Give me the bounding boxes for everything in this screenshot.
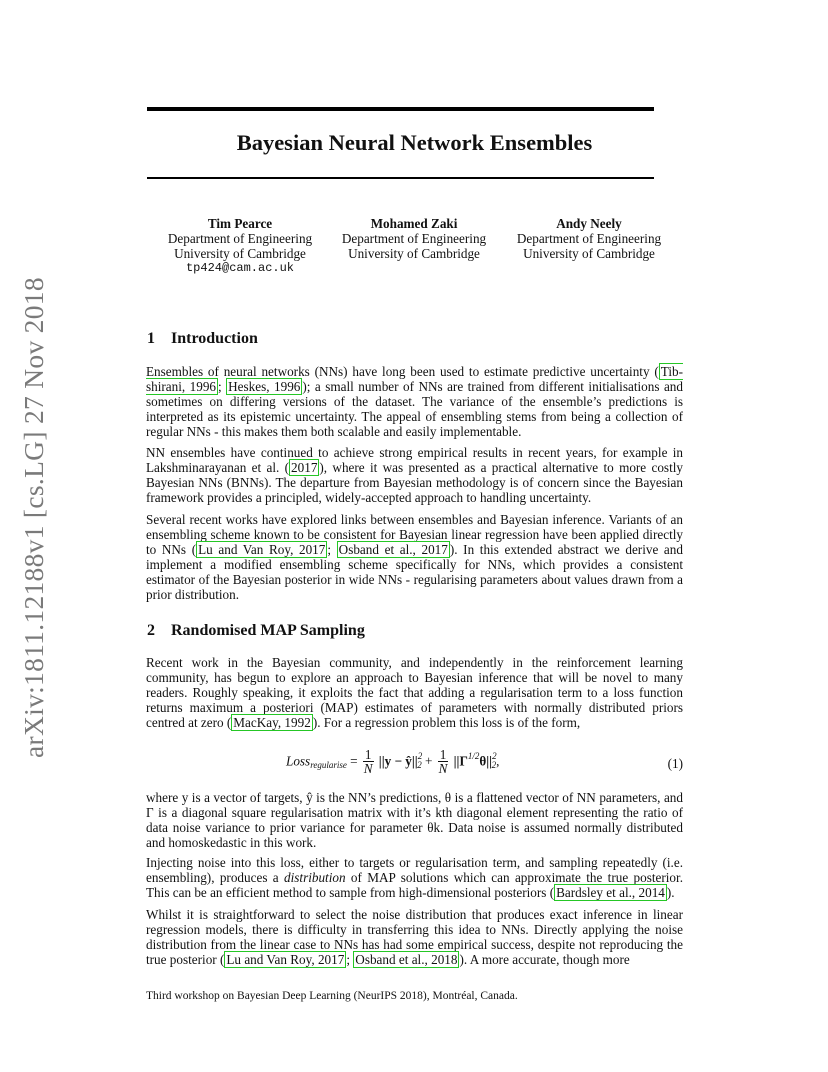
author-name: Tim Pearce: [207, 216, 273, 231]
text-run: NN ensembles have continued to achieve strong empirical results in recent years, for example in Lakshminarayanan et al. (: [146, 445, 683, 476]
text-run: Several recent works have explored links between ensembles and Bayesian inference. Variants of an ensembling scheme known to be consistent for Bayesian linear regression have been applied directly to NNs (: [146, 512, 683, 558]
section-title: Introduction: [171, 330, 258, 347]
arxiv-stamp: arXiv:1811.12188v1 [cs.LG] 27 Nov 2018: [18, 277, 49, 758]
paragraph: [146, 655, 683, 730]
equation-subscript: 2: [491, 760, 497, 771]
equation-superscript: 1/2: [467, 751, 480, 762]
section-title: Randomised MAP Sampling: [171, 622, 365, 639]
text-run: ;: [218, 379, 227, 395]
equation-superscript: 2: [492, 751, 497, 762]
equation-number: (1): [667, 756, 683, 771]
citation-link[interactable]: Heskes, 1996: [228, 379, 301, 395]
author-block: [499, 216, 679, 261]
fraction-numerator: 1: [364, 747, 372, 762]
citation-link[interactable]: Tib-shirani, 1996: [146, 364, 683, 395]
section-heading: [147, 330, 258, 348]
equation-term: ||Γ: [453, 753, 468, 769]
citation-link[interactable]: MacKay, 1992: [233, 715, 311, 731]
title-rule-bottom: [147, 177, 654, 179]
equation-superscript: 2: [417, 751, 423, 762]
author-inst: University of Cambridge: [523, 246, 655, 261]
author-email[interactable]: tp424@cam.ac.uk: [185, 261, 295, 275]
text-run: ;: [327, 542, 337, 558]
fraction-denominator: N: [363, 761, 373, 776]
paragraph: [146, 512, 683, 603]
paragraph: where y is a vector of targets, ŷ is the NN’s predictions, θ is a flattened vector of NN parameters, and Γ is a diagonal square regularisation matrix with it’s kth diagonal element representing the ratio of data noise variance to prior variance for parameter θk. Data noise is assumed normally distributed and homoskedastic in this work.: [146, 790, 683, 851]
section-heading: [147, 622, 365, 640]
equation-punctuation: ,: [496, 753, 500, 769]
equation-body: Loss$_{regularise}$ = $\frac{1}{N}$ $||y - ŷ||^2_2$ + $\frac{1}{N}$ $||\Gamma^{1/2}\theta||^2_2$,: [286, 747, 500, 776]
author-dept: Department of Engineering: [341, 231, 487, 246]
text-run: ).: [666, 885, 675, 901]
author-dept: Department of Engineering: [167, 231, 313, 246]
paragraph: [146, 445, 683, 505]
title-rule-top: [147, 107, 654, 111]
fraction: [438, 748, 449, 775]
paragraph: [146, 364, 683, 439]
author-dept: Department of Engineering: [516, 231, 662, 246]
equation-term: ||y − ŷ||: [378, 753, 418, 769]
equation-subscript: 2: [417, 760, 422, 771]
text-run: ). For a regression problem this loss is of the form,: [312, 715, 581, 731]
paragraph: [146, 855, 683, 900]
author-block: [150, 216, 330, 276]
citation-link[interactable]: Osband et al., 2018: [355, 952, 458, 968]
author-inst: University of Cambridge: [174, 246, 306, 261]
citation-link[interactable]: Osband et al., 2017: [338, 542, 448, 558]
citation-link[interactable]: Bardsley et al., 2014: [556, 885, 665, 901]
text-run: ). A more accurate, though more: [459, 952, 630, 968]
text-run: Whilst it is straightforward to select the noise distribution that produces exact inference in linear regression models, there is difficulty in transferring this idea to NNs. Directly applying the noise distribution from the linear case to NNs has had some empirical success, despite not reproducing the true posterior (: [146, 907, 683, 968]
paper-title: Bayesian Neural Network Ensembles: [236, 130, 593, 155]
text-run: ). In this extended abstract we derive and implement a modified ensembling scheme specifically for NNs, which provides a consistent estimator of the Bayesian posterior in wide NNs - regularising parameters about values drawn from a prior distribution.: [146, 542, 683, 603]
equation: [146, 748, 683, 782]
text-run: ); a small number of NNs are trained from different initialisations and sometimes on differing versions of the dataset. The variance of the ensemble’s predictions is interpreted as its epistemic uncertainty. The appeal of ensembling stems from being a collection of regular NNs - this makes them both scalable and easily implementable.: [146, 379, 683, 440]
section-number: 2: [147, 622, 155, 639]
text-run: ), where it was presented as a practical alternative to more costly Bayesian NNs (BNNs). The departure from Bayesian methodology is of concern since the Bayesian framework provides a principled, widely-accepted approach to handling uncertainty.: [146, 460, 683, 506]
author-name: Mohamed Zaki: [370, 216, 458, 231]
citation-link[interactable]: Lu and Van Roy, 2017: [226, 952, 345, 968]
equation-lhs: Loss: [286, 753, 311, 769]
author-name: Andy Neely: [556, 216, 622, 231]
equation-operator: +: [425, 753, 433, 769]
equation-subscript: regularise: [310, 760, 347, 771]
paragraph: [146, 907, 683, 967]
text-run: Injecting noise into this loss, either to targets or regularisation term, and sampling repeatedly (i.e. ensembling), produces a: [146, 855, 683, 886]
text-run: Recent work in the Bayesian community, and independently in the reinforcement learning community, has begun to explore an approach to Bayesian inference that will be novel to many readers. Roughly speaking, it exploits the fact that adding a regularisation term to a loss function returns maximum a posteriori (MAP) estimates of parameters with normally distributed priors centred at zero (: [146, 655, 683, 731]
citation-link[interactable]: 2017: [291, 460, 318, 476]
fraction: [363, 748, 374, 775]
fraction-numerator: 1: [439, 747, 447, 762]
section-number: 1: [147, 330, 155, 347]
citation-link[interactable]: Lu and Van Roy, 2017: [198, 542, 326, 558]
footer-note: Third workshop on Bayesian Deep Learning (NeurIPS 2018), Montréal, Canada.: [146, 990, 518, 1002]
text-run: Ensembles of neural networks (NNs) have long been used to estimate predictive uncertainty (: [146, 364, 659, 379]
emphasis: distribution: [284, 870, 346, 886]
author-block: [324, 216, 504, 261]
equation-term: θ||: [479, 753, 493, 769]
author-inst: University of Cambridge: [348, 246, 480, 261]
text-run: of MAP solutions which can approximate the true posterior. This can be an efficient method to sample from high-dimensional posteriors (: [146, 870, 683, 901]
text-run: ;: [346, 952, 354, 968]
fraction-denominator: N: [438, 761, 448, 776]
